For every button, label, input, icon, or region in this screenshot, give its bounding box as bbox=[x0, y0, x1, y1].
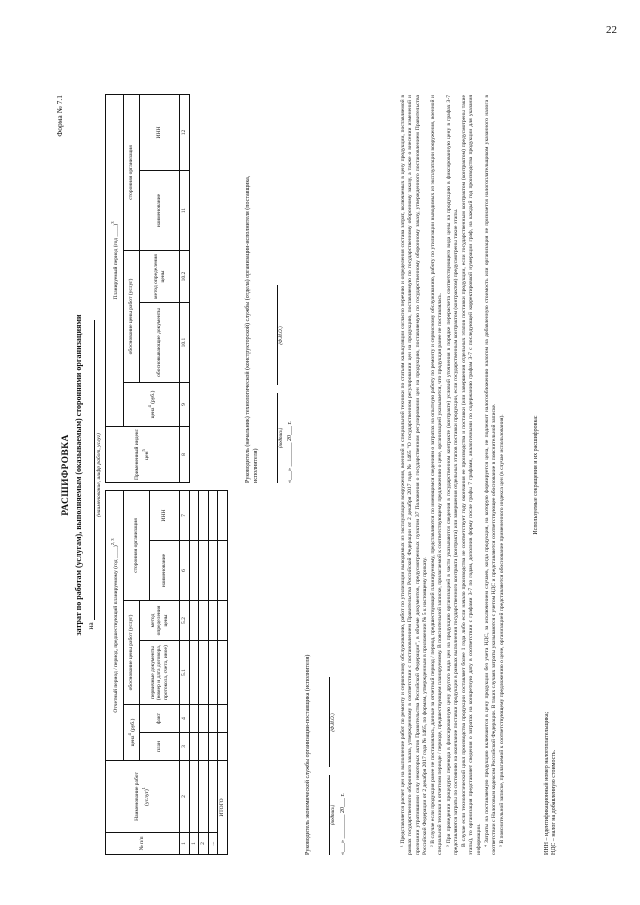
right-signature-block bbox=[245, 153, 295, 483]
right-cost-table bbox=[105, 94, 190, 483]
on-label: на bbox=[86, 622, 95, 630]
right-fio-caption: (Ф.И.О.) bbox=[278, 326, 284, 345]
left-fio-caption: (Ф.И.О.) bbox=[331, 713, 336, 732]
table-row: 2 bbox=[199, 491, 209, 855]
left-date: «___» ________ 20___ г. bbox=[339, 793, 346, 855]
left-sign-caption: (подпись) bbox=[331, 804, 336, 826]
footnote-2: ² В случае если продукция ранее не поставлялась, данные за отчетный период / период, предшествующий планируемому, представляются по имеющимся сведениям о затратах на опытную работу по ремонту и сервисному обслуживанию, работу по утилизации выводимых из эксплуатации вооружения, военной и специальной техники в отчетном периоде / периоде, предшествующем планируемому. В пояснительной записке, прилагаемой к соответствующему предложению о цене, организацией указывается, что продукция ранее не поставлялась. bbox=[430, 95, 444, 855]
header-price-basis: обоснование цены работ (услуг) bbox=[124, 601, 140, 705]
header-price: цена$^4$ (руб.) bbox=[124, 705, 140, 761]
left-cost-table bbox=[105, 490, 228, 855]
header-inn: ИНН bbox=[140, 94, 180, 170]
footnote-4: ⁴ Затраты на поставляемую продукцию включаются в цену продукции без учета НДС, за исключением случаев, когда продукция, на которую формируется цена, не подлежит налогообложению налогом на добавленную стоимость или организация не признается налогоплательщиком указанного налога в соответствии с Налоговым кодексом Российской Федерации. В таких случаях затраты указываются с учетом НДС и представляется соответствующее обоснование в пояснительной записке. bbox=[483, 95, 498, 855]
right-signature-line bbox=[271, 393, 278, 483]
header-price-method: метод определения цены bbox=[140, 251, 180, 303]
right-date: «___» ________ 20___ г. bbox=[287, 421, 293, 483]
abbreviations-block bbox=[533, 95, 559, 855]
page-number: 22 bbox=[606, 24, 617, 36]
header-supporting-docs: обосновывающие документы bbox=[140, 303, 180, 383]
header-no: № п/п bbox=[106, 833, 180, 855]
header-third-party-org: сторонняя организация bbox=[124, 491, 150, 601]
header-price-basis: обоснование цены работ (услуг) bbox=[124, 251, 140, 383]
total-row: ИТОГО bbox=[218, 491, 228, 855]
on-field-line bbox=[87, 320, 95, 620]
abbreviation-nds: НДС – налог на добавленную стоимость. bbox=[551, 749, 557, 855]
header-price-method: метод определения цены bbox=[140, 601, 180, 641]
document-subtitle: затрат по работам (услугам), выполняемым (оказываемым) сторонними организациями bbox=[74, 314, 83, 636]
footnote-1: ¹ Представляется расчет цен на выполнение работ по ремонту и сервисному обслуживанию, работ по утилизации выводимых из эксплуатации вооружения, военной и специальной техники по статьям калькуляции согласно перечню и определения состава затрат, включаемых в цену продукции, поставляемой в рамках государственного оборонного заказа, утвержденному в соответствии с постановлением Правительства Российской Федерации от 2 декабря 2017 года № 1465 "О государственном регулировании цен на продукцию, поставляемую по государственному оборонному заказу, а также о внесении изменений и признании утратившими силу некоторых актов Правительства Российской Федерации", в объеме документов, предусмотренных пунктом 37 Положения о государственном регулировании цен на продукцию, поставляемую по государственному оборонному заказу, утвержденного постановлением Правительства Российской Федерации от 2 декабря 2017 года № 1465, по формам, утвержденным в приложении № 5 к настоящему приказу. bbox=[400, 95, 428, 855]
footnote-3-continued: В случае если технологический цикл производства продукции составляет более 1 года либо если начало производства не соответствует году окончания ее производства и поставки (или завершения отдельных этапов поставки продукции, если государственным контрактом (контрактом) предусмотрены такие этапы), то организация представляет сведения о затратах на конкретную дату в соответствии с графами 3-7 по годам, дополнив форму после графы 7 графами, аналогичными по содержанию графам 3-7 с последующей корректировкой нумерации граф, на каждый год производства продукции для указания информации. bbox=[461, 95, 482, 855]
on-caption: (наименование, шифр работ, услуг) bbox=[96, 433, 102, 517]
footnotes bbox=[400, 95, 508, 855]
table-row: 1 bbox=[189, 491, 199, 855]
header-plan-period: Планируемый период (год ____)$^3$ bbox=[106, 94, 124, 426]
header-plan: план bbox=[140, 733, 180, 761]
header-primary-docs: первичные документы (номер и дата договора, протокола, счета, иное) bbox=[140, 641, 180, 705]
left-fio-line bbox=[323, 678, 330, 768]
right-fio-line bbox=[271, 286, 278, 386]
right-sign-caption: (подпись) bbox=[278, 427, 284, 449]
on-line bbox=[86, 95, 95, 855]
abbreviation-inn: ИНН – идентификационный номер налогоплательщика; bbox=[543, 711, 550, 855]
header-inn: ИНН bbox=[150, 491, 180, 541]
header-work-name: Наименование работ (услуг)$^1$ bbox=[106, 761, 180, 833]
header-fact: факт bbox=[140, 705, 180, 733]
header-org-name: наименование bbox=[150, 541, 180, 601]
header-third-party-org: сторонняя организация bbox=[124, 94, 140, 250]
left-signature-line bbox=[323, 775, 330, 855]
header-price: цена$^4$ (руб.) bbox=[124, 383, 180, 427]
header-price-index: Примененный индекс цен$^5$ bbox=[106, 427, 180, 483]
form-label: Форма № 7.1 bbox=[55, 95, 64, 137]
abbreviations-title: Используемые сокращения и их расшифровка: bbox=[533, 415, 539, 535]
header-report-period: Отчетный период / период, предшествующий планируемому (год ____)$^{2, 3}$ bbox=[106, 491, 124, 761]
right-signature-role: Руководитель (начальник) технологической (конструкторской) службы (отдела) организации-исполнителя (поставщика, исполнителя) bbox=[245, 175, 259, 483]
table-row: ... bbox=[208, 491, 218, 855]
footnote-3: ³ При проведении процедуры перевода в фиксированную цену другого вида цен на продукцию организацией в части указываются сведения в государственном контракте (контракте) условий уточнения в порядке перерасчета соответствующего вида цены на продукцию в фиксированную цену в графах 3-7 представляются затраты по состоянию на окончание поставки продукции в рамках выполнения государственного контракта (контракта) или завершения отдельных этапов поставки продукции, если государственным контрактом (контрактом) предусмотрены такие этапы. bbox=[445, 95, 459, 855]
column-numbers-row: 8 9 10.1 10.2 11 12 bbox=[180, 94, 190, 482]
document-title: РАСШИФРОВКА bbox=[61, 434, 71, 516]
footnote-5: ⁵ В пояснительной записке, прилагаемой к соответствующему предложению о цене, организацией представляется обоснование примененного индекса цен (в случае использования). bbox=[499, 414, 506, 847]
left-signature-block bbox=[305, 605, 347, 855]
left-signature-role: Руководитель экономической службы организации-поставщика (исполнителя) bbox=[305, 654, 311, 855]
rotated-form-sheet bbox=[55, 95, 595, 855]
header-org-name: наименование bbox=[140, 171, 180, 251]
column-numbers-row: 1 2 3 4 5.1 5.2 6 7 bbox=[180, 491, 190, 855]
